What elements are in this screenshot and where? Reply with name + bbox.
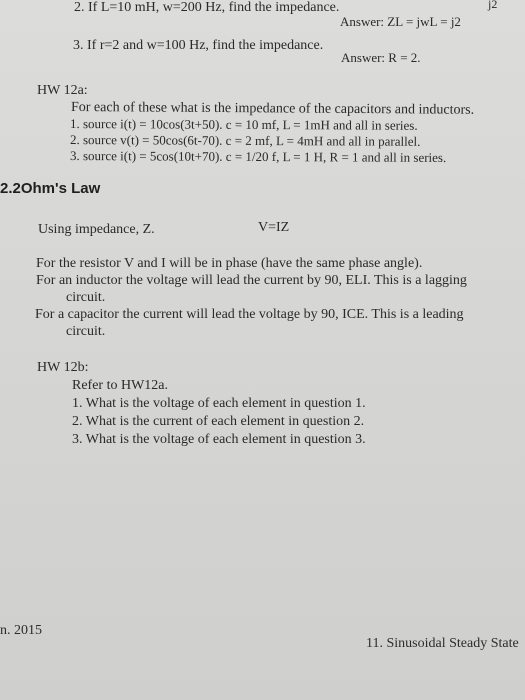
- inductor-note-line-2: circuit.: [66, 290, 106, 305]
- hw12b-refer: Refer to HW12a.: [72, 378, 169, 393]
- question-2: 2. If L=10 mH, w=200 Hz, find the impedance.: [74, 0, 340, 15]
- footer-chapter: 11. Sinusoidal Steady State: [366, 636, 519, 651]
- hw12a-item-3: 3. source i(t) = 5cos(10t+70). c = 1/20 f, L = 1 H, R = 1 and all in series.: [69, 148, 447, 165]
- question-3-answer: Answer: R = 2.: [341, 50, 421, 65]
- hw12a-label: HW 12a:: [37, 83, 88, 98]
- hw12b-label: HW 12b:: [37, 360, 89, 375]
- footer-date: n. 2015: [0, 623, 42, 638]
- section-title: 2.2Ohm's Law: [0, 180, 101, 197]
- inductor-note-line-1: For an inductor the voltage will lead the current by 90, ELI. This is a lagging: [36, 273, 467, 288]
- using-impedance: Using impedance, Z.: [38, 222, 155, 237]
- capacitor-note-line-1: For a capacitor the current will lead the voltage by 90, ICE. This is a leading: [35, 307, 464, 322]
- hw12a-item-1: 1. source i(t) = 10cos(3t+50). c = 10 mf, L = 1mH and all in series.: [69, 116, 418, 133]
- question-2-answer: Answer: ZL = jwL = j2: [340, 14, 461, 29]
- hw12a-item-2: 2. source v(t) = 50cos(6t-70). c = 2 mf, L = 4mH and all in parallel.: [69, 132, 421, 149]
- capacitor-note-line-2: circuit.: [66, 324, 106, 339]
- hw12a-intro: For each of these what is the impedance of the capacitors and inductors.: [70, 100, 475, 118]
- corner-note: j2: [488, 0, 498, 11]
- hw12b-item-1: 1. What is the voltage of each element in question 1.: [72, 396, 366, 411]
- hw12b-item-2: 2. What is the current of each element in question 2.: [72, 414, 365, 429]
- ohms-law-formula: V=IZ: [258, 220, 290, 235]
- hw12b-item-3: 3. What is the voltage of each element in question 3.: [72, 432, 366, 447]
- resistor-note: For the resistor V and I will be in phase (have the same phase angle).: [36, 256, 423, 271]
- question-3: 3. If r=2 and w=100 Hz, find the impedance.: [73, 38, 324, 53]
